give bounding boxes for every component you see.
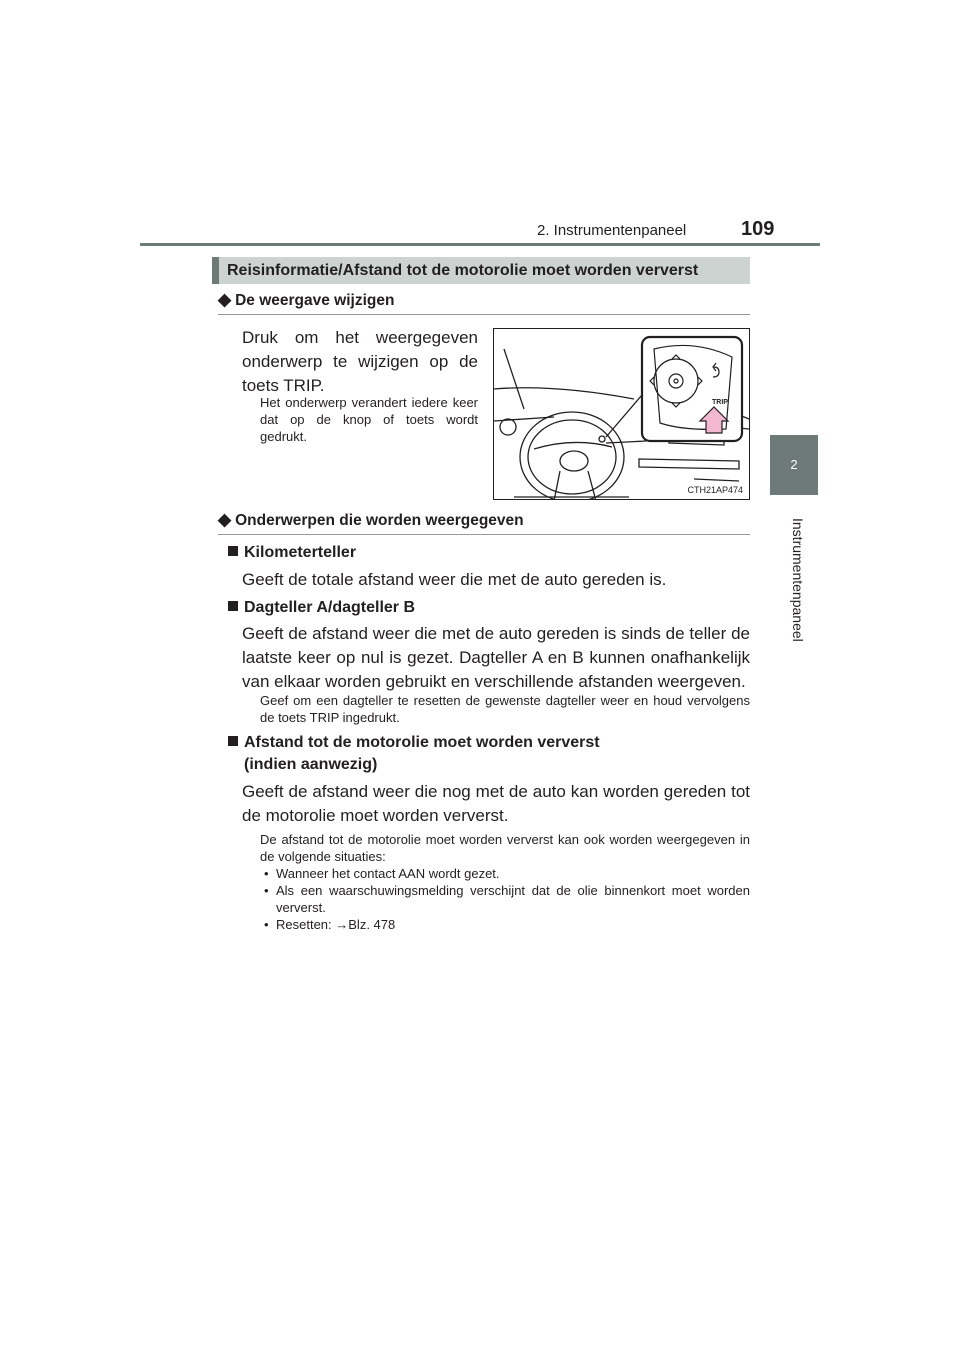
steering-wheel-illustration [493,328,750,500]
item-note-oil-change: De afstand tot de motorolie moet worden ververst kan ook worden weergegeven in de volgende situaties: [260,832,750,864]
running-header-title: 2. Instrumentenpaneel [537,222,687,239]
subheading-display-change [218,290,394,310]
square-bullet-icon [228,601,238,611]
subheading-rule [218,314,750,315]
item-heading-oil-change-line2: (indien aanwezig) [244,756,378,773]
page-number: 109 [741,218,775,240]
subheading-items [218,510,524,530]
header-rule [140,243,820,246]
list-item: • Als een waarschuwingsmelding verschijnt dat de olie binnenkort moet worden ververst. [262,882,750,916]
subheading-text: De weergave wijzigen [235,292,395,309]
item-heading-odometer [228,542,356,564]
list-item: • Wanneer het contact AAN wordt gezet. [262,865,750,882]
situation-list [262,865,750,933]
item-title: Afstand tot de motorolie moet worden ververst [244,734,600,751]
chapter-tab: 2 [770,435,818,495]
diamond-icon: ◆ [218,510,232,529]
item-note-trip-meter: Geef om een dagteller te resetten de gewenste dagteller weer en houd vervolgens de toets TRIP ingedrukt. [260,693,750,725]
item-title: Dagteller A/dagteller B [244,599,416,616]
item-heading-oil-change [228,732,600,754]
instruction-note: Het onderwerp verandert iedere keer dat op de knop of toets wordt gedrukt. [260,395,478,444]
trip-button-label: TRIP [712,399,728,406]
chapter-side-label: Instrumentenpaneel [790,518,806,642]
section-title-bar: Reisinformatie/Afstand tot de motorolie moet worden ververst [212,257,750,284]
steering-wheel-switch-icon [494,329,750,500]
diamond-icon: ◆ [218,290,232,309]
square-bullet-icon [228,546,238,556]
item-text-oil-change: Geeft de afstand weer die nog met de auto kan worden gereden tot de motorolie moet worden ververst. [242,782,750,825]
item-title: Kilometerteller [244,544,357,561]
item-text-trip-meter: Geeft de afstand weer die met de auto gereden is sinds de teller de laatste keer op nul is gezet. Dagteller A en B kunnen onafhankelijk van elkaar worden gebruikt en verschillende afstanden weergeven. [242,624,750,691]
subheading-rule [218,534,750,535]
item-heading-trip-meter [228,597,415,619]
subheading-text: Onderwerpen die worden weergegeven [235,512,524,529]
square-bullet-icon [228,736,238,746]
list-item: • Resetten: →Blz. 478 [262,916,750,933]
figure-code: CTH21AP474 [687,485,743,495]
item-text-odometer: Geeft de totale afstand weer die met de auto gereden is. [242,570,667,589]
instruction-text: Druk om het weergegeven onderwerp te wijzigen op de toets TRIP. [242,328,478,395]
